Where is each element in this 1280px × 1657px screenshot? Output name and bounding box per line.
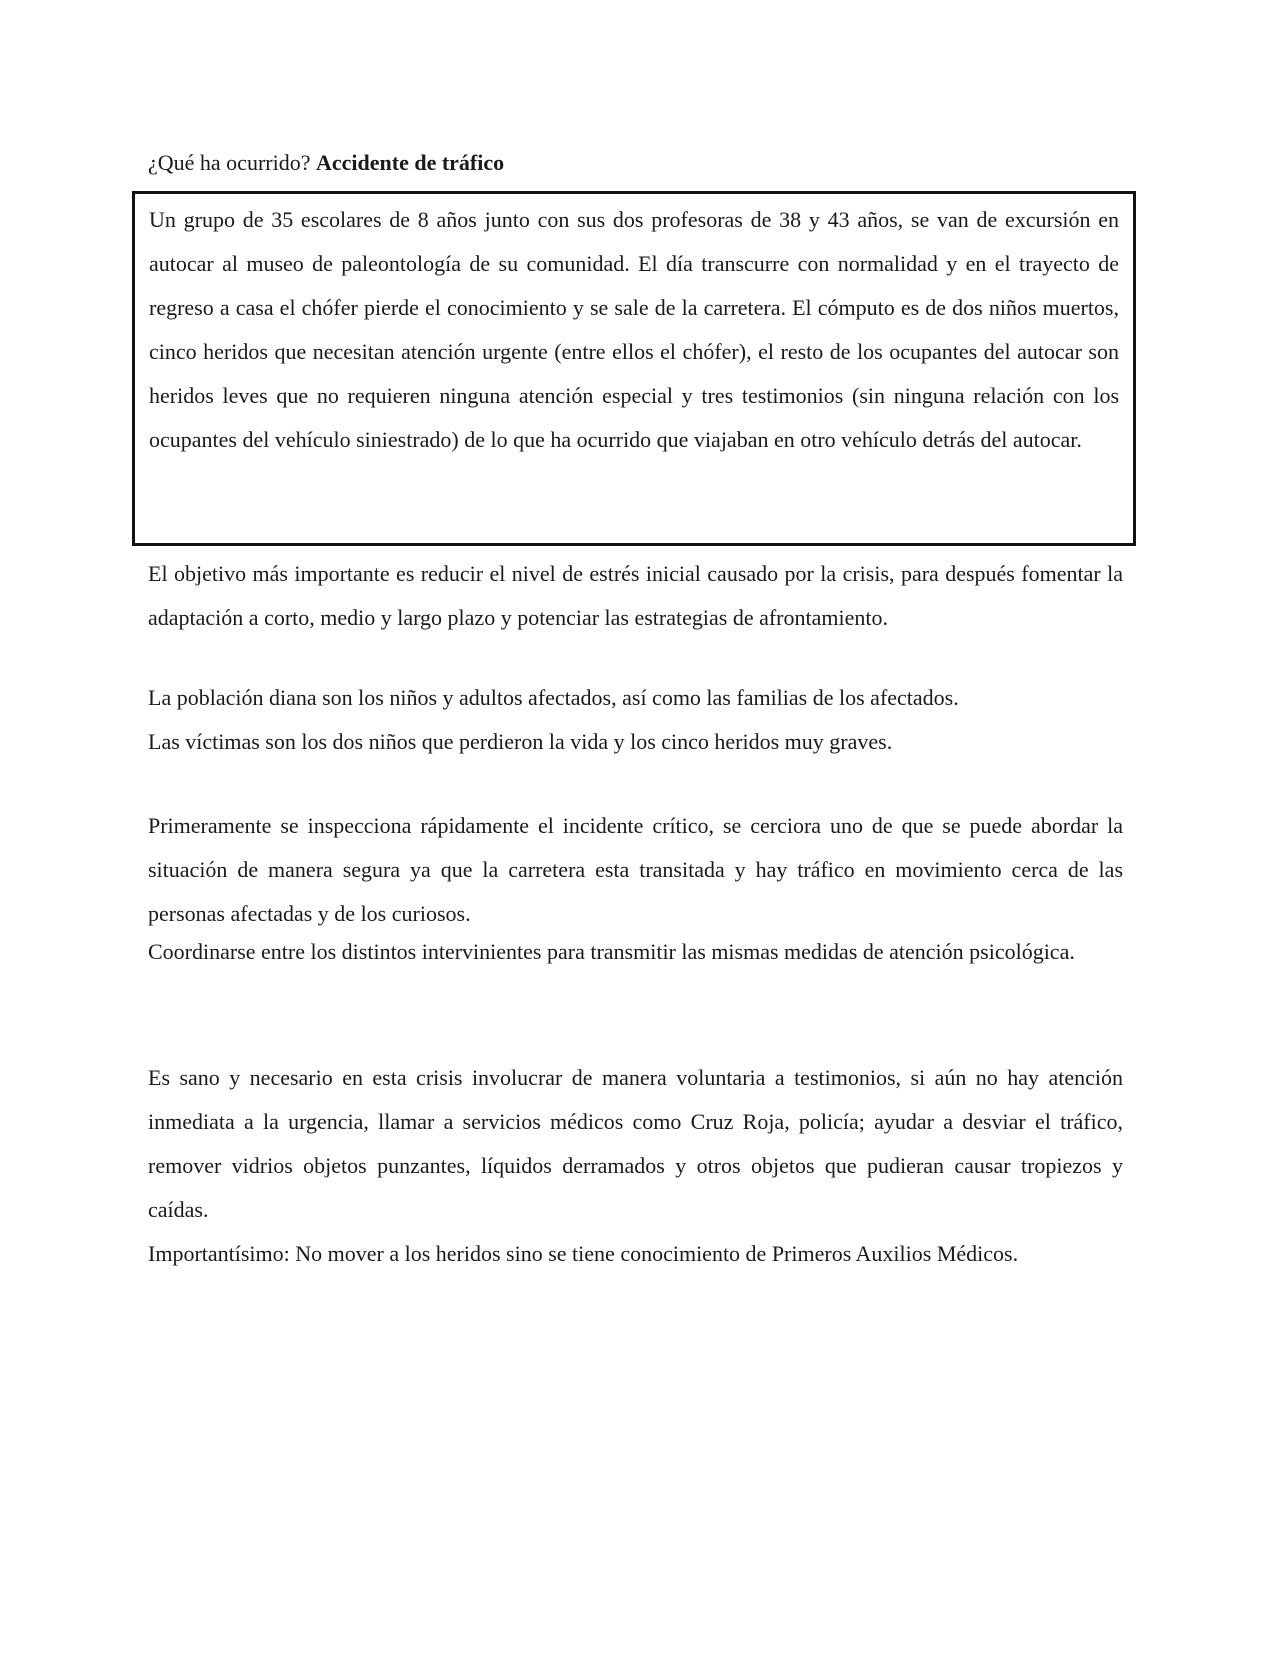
paragraph-poblacion: La población diana son los niños y adultos afectados, así como las familias de los afectados. — [148, 685, 959, 710]
case-description-box — [132, 191, 1136, 546]
paragraph-coordinarse: Coordinarse entre los distintos intervinientes para transmitir las mismas medidas de atención psicológica. — [148, 939, 1075, 964]
page-heading — [148, 148, 504, 178]
paragraph-importantisimo: Importantísimo: No mover a los heridos sino se tiene conocimiento de Primeros Auxilios Médicos. — [148, 1241, 1019, 1266]
paragraph-victimas: Las víctimas son los dos niños que perdieron la vida y los cinco heridos muy graves. — [148, 729, 893, 754]
heading-title: Accidente de tráfico — [315, 150, 505, 175]
heading-question: ¿Qué ha ocurrido? — [148, 150, 316, 175]
paragraph-testimonios: Es sano y necesario en esta crisis involucrar de manera voluntaria a testimonios, si aún no hay atención inmediata a la urgencia, llamar a servicios médicos como Cruz Roja, policía; ayudar a desviar el tráfico, remover vidrios objetos punzantes, líquidos derramados y otros objetos que pudieran causar tropiezos y caídas. — [148, 1065, 1123, 1222]
paragraph-inspeccion: Primeramente se inspecciona rápidamente el incidente crítico, se cerciora uno de que se puede abordar la situación de manera segura ya que la carretera esta transitada y hay tráfico en movimiento cerca de las personas afectadas y de los curiosos. — [148, 813, 1123, 926]
case-description-text: Un grupo de 35 escolares de 8 años junto con sus dos profesoras de 38 y 43 años, se van de excursión en autocar al museo de paleontología de su comunidad. El día transcurre con normalidad y en el trayecto de regreso a casa el chófer pierde el conocimiento y se sale de la carretera. El cómputo es de dos niños muertos, cinco heridos que necesitan atención urgente (entre ellos el chófer), el resto de los ocupantes del autocar son heridos leves que no requieren ninguna atención especial y tres testimonios (sin ninguna relación con los ocupantes del vehículo siniestrado) de lo que ha ocurrido que viajaban en otro vehículo detrás del autocar. — [149, 207, 1119, 452]
paragraph-objetivo: El objetivo más importante es reducir el nivel de estrés inicial causado por la crisis, para después fomentar la adaptación a corto, medio y largo plazo y potenciar las estrategias de afrontamiento. — [148, 561, 1123, 630]
